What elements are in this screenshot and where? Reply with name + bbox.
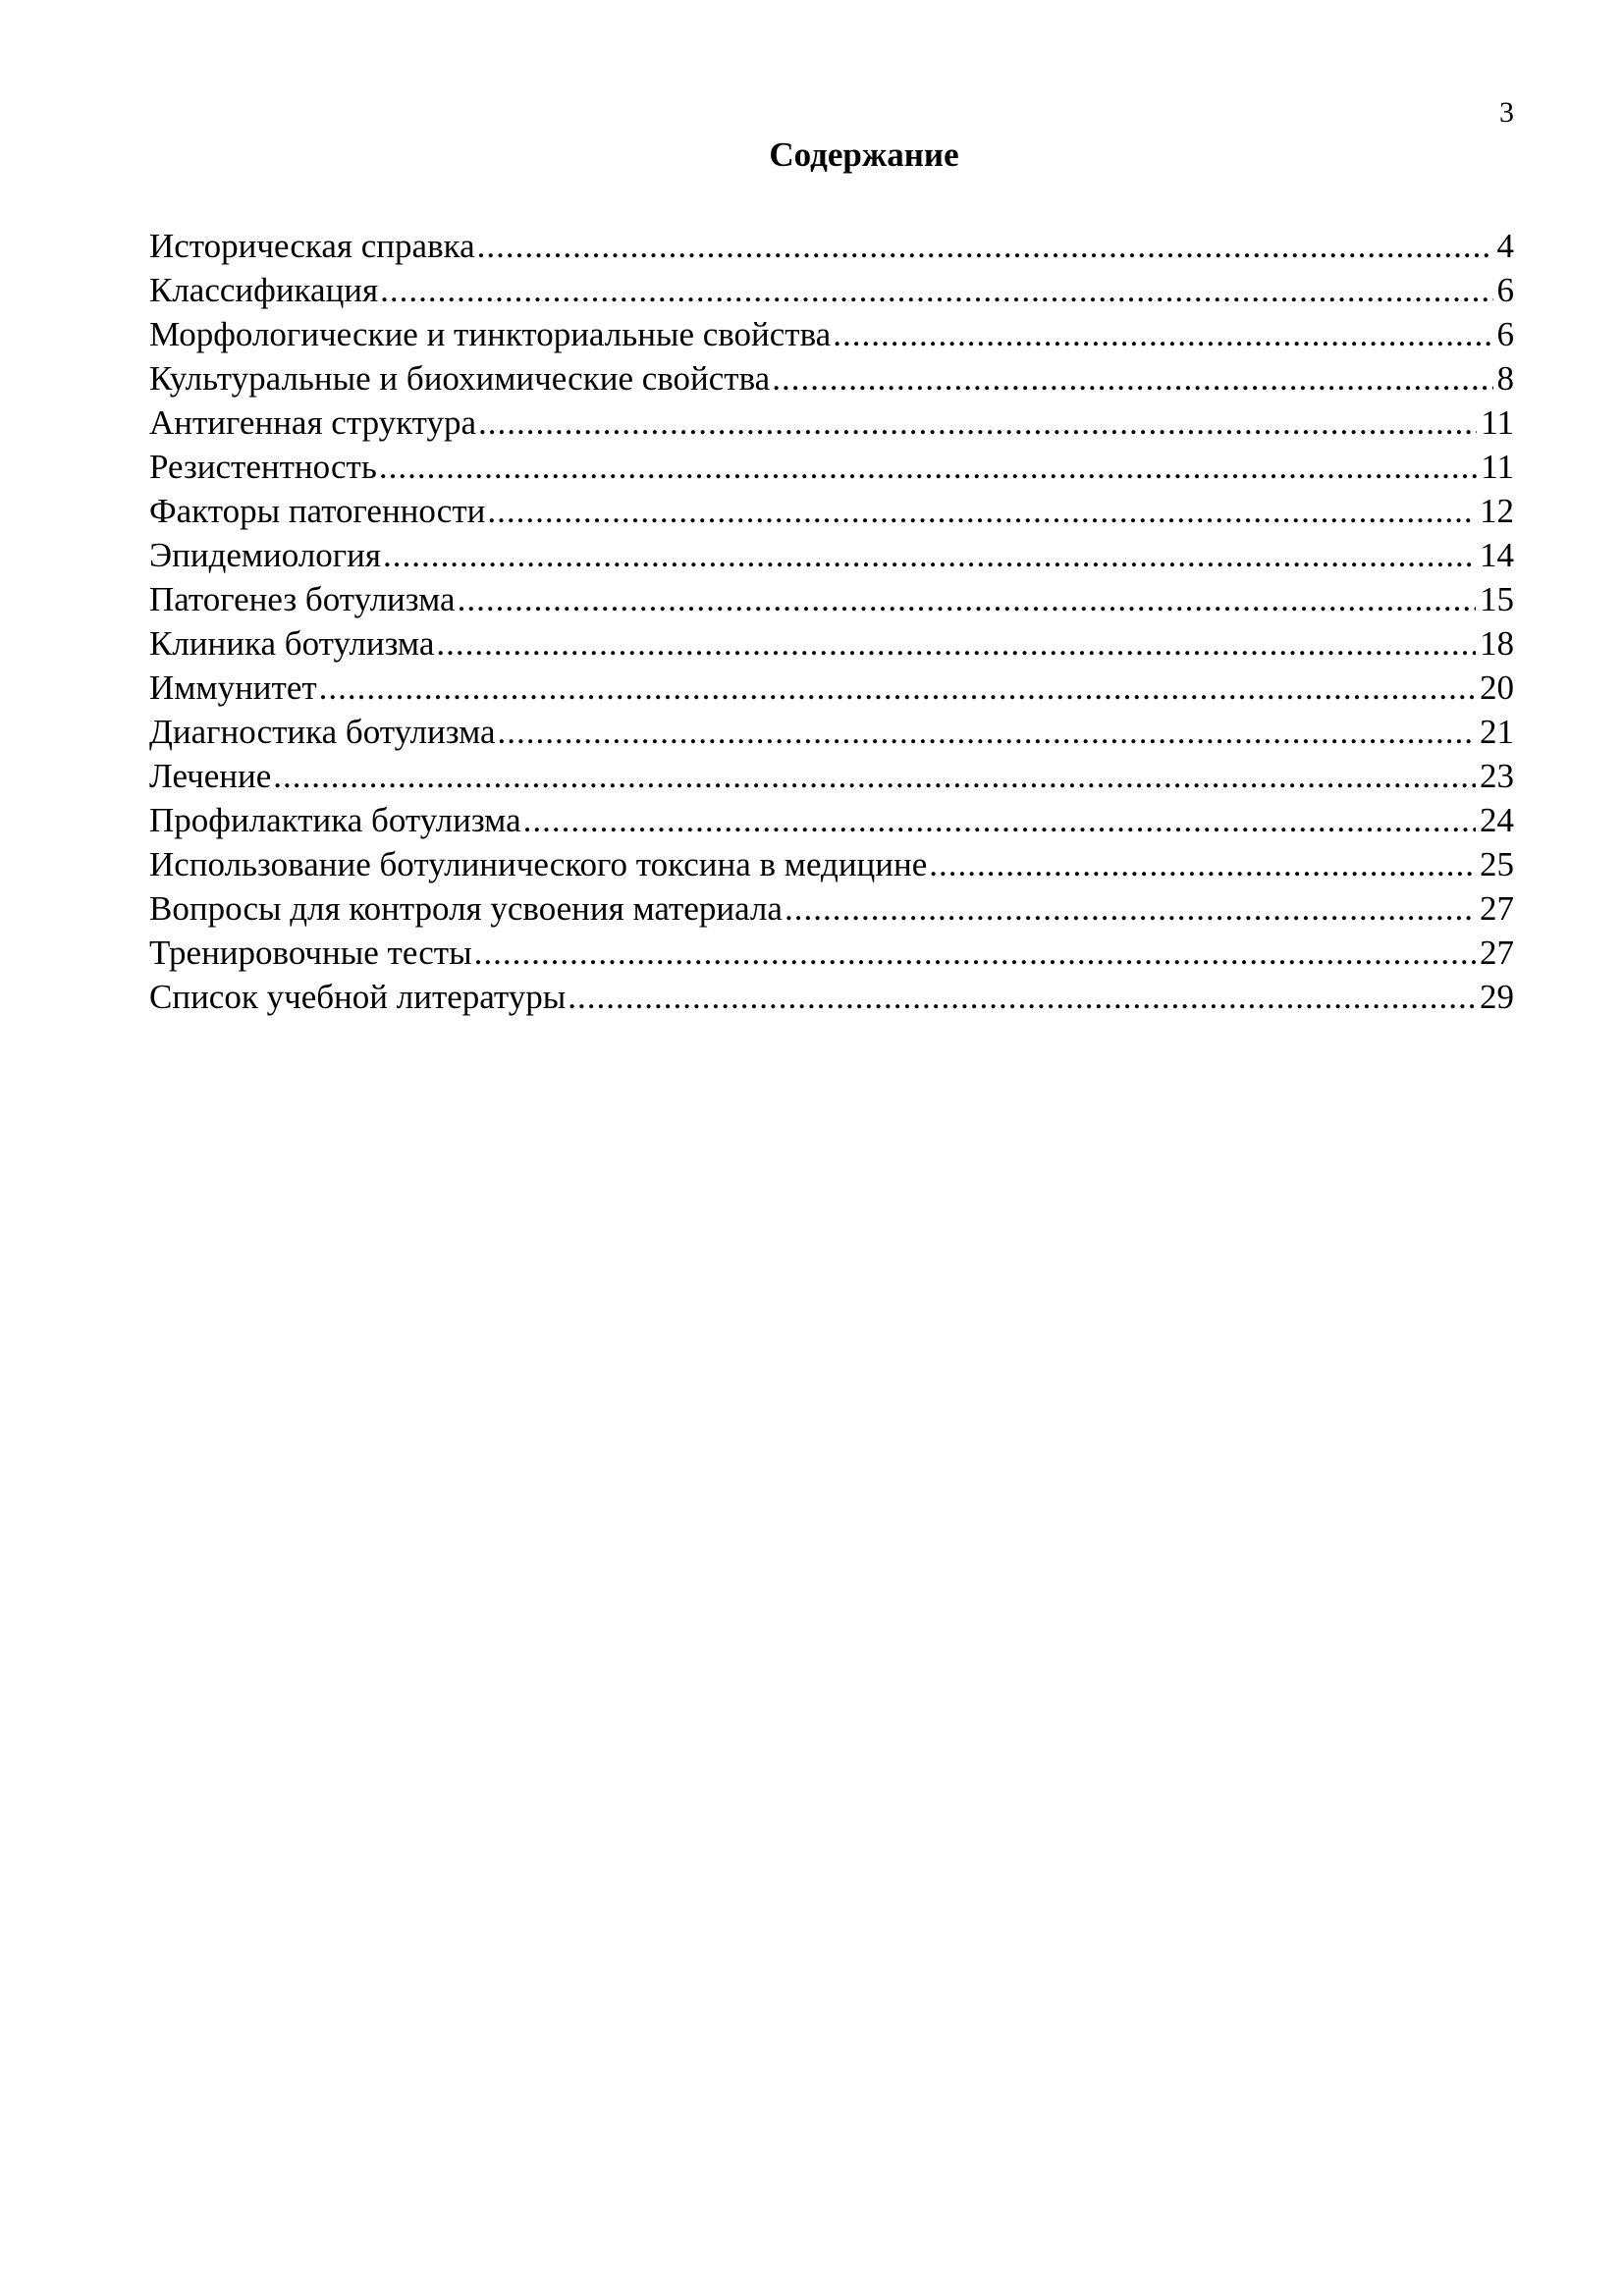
toc-entry[interactable] [149,666,1514,710]
page-title: Содержание [769,135,959,174]
toc-entry-label: Эпидемиология [149,536,381,574]
dot-leader [487,489,1476,533]
toc-entry-label: Диагностика ботулизма [149,713,496,751]
toc-entry-page: 20 [1480,668,1514,707]
dot-leader [383,533,1476,577]
toc-entry-label: Профилактика ботулизма [149,801,521,839]
dot-leader [498,710,1476,754]
toc-entry[interactable] [149,886,1514,931]
toc-entry-page: 24 [1480,801,1514,839]
toc-entry-page: 27 [1480,889,1514,928]
dot-leader [273,754,1476,798]
dot-leader [319,666,1476,710]
toc-entry-page: 29 [1480,978,1514,1016]
toc-entry-page: 11 [1481,448,1514,486]
dot-leader [380,268,1492,312]
dot-leader [436,621,1476,666]
toc-entry-page: 11 [1481,403,1514,442]
toc-entry-label: Использование ботулинического токсина в медицине [149,845,928,883]
dot-leader [474,931,1476,975]
toc-entry-page: 12 [1480,492,1514,530]
toc-entry-label: Лечение [149,757,272,795]
toc-entry-label: Иммунитет [149,668,317,707]
toc-entry-page: 21 [1480,713,1514,751]
dot-leader [833,312,1492,356]
toc-entry-label: Историческая справка [149,227,475,265]
toc-entry-label: Список учебной литературы [149,978,567,1016]
table-of-contents [149,224,1514,1019]
toc-entry-page: 14 [1480,536,1514,574]
dot-leader [478,400,1477,445]
dot-leader [772,356,1492,400]
dot-leader [458,577,1476,621]
toc-entry[interactable] [149,710,1514,754]
toc-entry[interactable] [149,577,1514,621]
page-number: 3 [1499,96,1514,129]
toc-entry-label: Классификация [149,271,379,309]
toc-entry[interactable] [149,621,1514,666]
toc-entry[interactable] [149,224,1514,268]
toc-entry[interactable] [149,842,1514,886]
dot-leader [477,224,1493,268]
toc-entry-page: 15 [1480,580,1514,618]
dot-leader [523,798,1476,842]
toc-entry-label: Резистентность [149,448,377,486]
toc-entry-page: 6 [1496,315,1514,353]
dot-leader [379,445,1477,489]
toc-entry[interactable] [149,400,1514,445]
toc-entry-label: Факторы патогенности [149,492,486,530]
toc-entry[interactable] [149,356,1514,400]
toc-entry[interactable] [149,754,1514,798]
toc-entry-page: 4 [1496,227,1514,265]
toc-entry[interactable] [149,489,1514,533]
toc-entry[interactable] [149,975,1514,1019]
toc-entry-label: Вопросы для контроля усвоения материала [149,889,783,928]
toc-entry-label: Антигенная структура [149,403,477,442]
toc-entry[interactable] [149,445,1514,489]
toc-entry-page: 18 [1480,624,1514,663]
dot-leader [568,975,1476,1019]
toc-entry-page: 8 [1496,359,1514,398]
toc-entry-label: Патогенез ботулизма [149,580,456,618]
toc-entry-label: Морфологические и тинкториальные свойства [149,315,832,353]
toc-entry-label: Клиника ботулизма [149,624,435,663]
toc-entry-label: Культуральные и биохимические свойства [149,359,771,398]
toc-entry[interactable] [149,533,1514,577]
toc-entry[interactable] [149,312,1514,356]
toc-entry-page: 23 [1480,757,1514,795]
toc-entry[interactable] [149,798,1514,842]
toc-entry-page: 27 [1480,934,1514,972]
toc-entry[interactable] [149,931,1514,975]
dot-leader [929,842,1476,886]
toc-entry-page: 25 [1480,845,1514,883]
toc-entry[interactable] [149,268,1514,312]
dot-leader [785,886,1476,931]
toc-entry-label: Тренировочные тесты [149,934,472,972]
toc-entry-page: 6 [1496,271,1514,309]
